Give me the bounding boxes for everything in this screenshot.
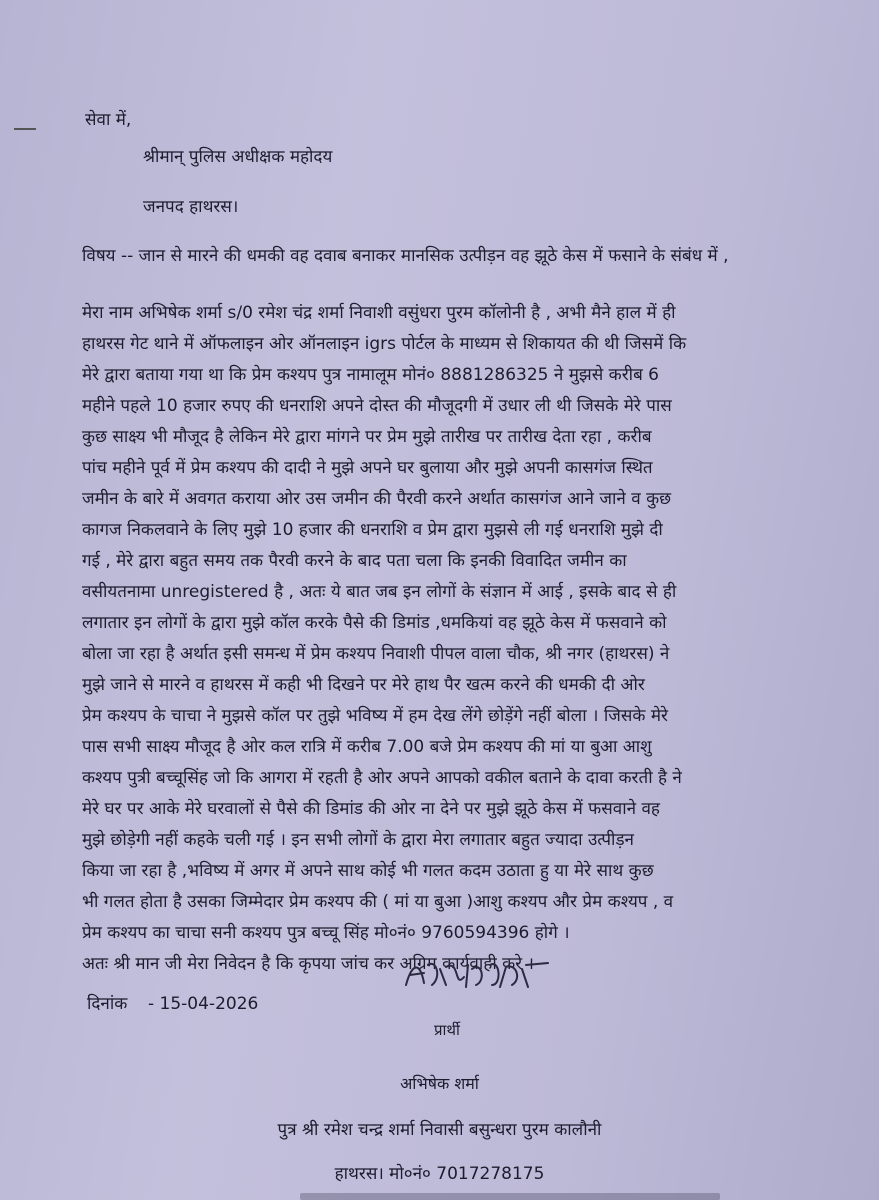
sender-parent-line: पुत्र श्री रमेश चन्द्र शर्मा निवासी बसुन्धरा पुरम कालौनी: [277, 1120, 602, 1140]
applicant-label: प्रार्थी: [434, 1021, 460, 1039]
body-line: महीने पहले 10 हजार रुपए की धनराशि अपने दोस्त की मौजूदगी में उधार ली थी जिसके मेरे पास: [82, 396, 672, 416]
body-line: किया जा रहा है ,भविष्य में अगर में अपने साथ कोई भी गलत कदम उठाता हु या मेरे साथ कुछ: [82, 861, 654, 881]
handwritten-signature: [402, 955, 552, 995]
body-line: कुछ साक्ष्य भी मौजूद है लेकिन मेरे द्वारा मांगने पर प्रेम मुझे तारीख पर तारीख देता रहा , करीब: [82, 427, 652, 447]
body-line: वसीयतनामा unregistered है , अतः ये बात जब इन लोगों के संज्ञान में आई , इसके बाद से ही: [82, 582, 677, 602]
body-line: कश्यप पुत्री बच्चूसिंह जो कि आगरा में रहती है ओर अपने आपको वकील बताने के दावा करती है ने: [82, 768, 682, 788]
body-line: पांच महीने पूर्व में प्रेम कश्यप की दादी ने मुझे अपने घर बुलाया और मुझे अपनी कासगंज स्थित: [82, 458, 653, 478]
body-line: गई , मेरे द्वारा बहुत समय तक पैरवी करने के बाद पता चला कि इनकी विवादित जमीन का: [82, 551, 627, 571]
body-line: बोला जा रहा है अर्थात इसी समन्ध में प्रेम कश्यप निवाशी पीपल वाला चौक, श्री नगर (हाथरस) ने: [82, 644, 670, 664]
body-line: मेरे द्वारा बताया गया था कि प्रेम कश्यप पुत्र नामालूम मोनं० 8881286325 ने मुझसे करीब 6: [82, 365, 659, 385]
body-line: जमीन के बारे में अवगत कराया ओर उस जमीन की पैरवी करने अर्थात कासगंज आने जाने व कुछ: [82, 489, 672, 509]
recipient-title: श्रीमान् पुलिस अधीक्षक महोदय: [143, 147, 333, 167]
body-line: मुझे छोड़ेगी नहीं कहके चली गई । इन सभी लोगों के द्वारा मेरा लगातार बहुत ज्यादा उत्पीड़न: [82, 830, 634, 850]
recipient-district: जनपद हाथरस।: [143, 197, 239, 217]
body-line: कागज निकलवाने के लिए मुझे 10 हजार की धनराशि व प्रेम द्वारा मुझसे ली गई धनराशि मुझे दी: [82, 520, 663, 540]
request-line: अतः श्री मान जी मेरा निवेदन है कि कृपया जांच कर अग्रिम कार्यवाही करे ।: [82, 954, 534, 974]
cut-off-text-strip: [300, 1193, 720, 1200]
salutation: सेवा में,: [85, 110, 132, 130]
body-line: लगातार इन लोगों के द्वारा मुझे कॉल करके पैसे की डिमांड ,धमकियां वह झूठे केस में फसवाने को: [82, 613, 667, 633]
body-line: मेरा नाम अभिषेक शर्मा s/0 रमेश चंद्र शर्मा निवाशी वसुंधरा पुरम कॉलोनी है , अभी मैने हाल में ही: [82, 303, 676, 323]
body-line: प्रेम कश्यप के चाचा ने मुझसे कॉल पर तुझे भविष्य में हम देख लेंगे छोड़ेंगे नहीं बोला । जिसके मेरे: [82, 706, 668, 726]
sender-name: अभिषेक शर्मा: [400, 1074, 479, 1093]
body-line: भी गलत होता है उसका जिम्मेदार प्रेम कश्यप की ( मां या बुआ )आशु कश्यप और प्रेम कश्यप , व: [82, 892, 674, 912]
body-line: हाथरस गेट थाने में ऑफलाइन ओर ऑनलाइन igrs पोर्टल के माध्यम से शिकायत की थी जिसमें कि: [82, 334, 687, 354]
date-label: दिनांक: [87, 994, 128, 1014]
subject-line: विषय -- जान से मारने की धमकी वह दवाब बनाकर मानसिक उत्पीड़न वह झूठे केस में फसाने के संबंध में ,: [82, 246, 729, 266]
body-line: पास सभी साक्ष्य मौजूद है ओर कल रात्रि में करीब 7.00 बजे प्रेम कश्यप की मां या बुआ आशु: [82, 737, 652, 757]
body-line: मेरे घर पर आके मेरे घरवालों से पैसे की डिमांड की ओर ना देने पर मुझे झूठे केस में फसवाने वह: [82, 799, 660, 819]
date-value: - 15-04-2026: [148, 994, 259, 1014]
body-line: मुझे जाने से मारने व हाथरस में कही भी दिखने पर मेरे हाथ पैर खत्म करने की धमकी दी ओर: [82, 675, 645, 695]
body-line: प्रेम कश्यप का चाचा सनी कश्यप पुत्र बच्चू सिंह मो०नं० 9760594396 होगे ।: [82, 923, 570, 943]
sender-place-line: हाथरस। मो०नं० 7017278175: [334, 1164, 545, 1184]
margin-mark: [14, 128, 36, 130]
